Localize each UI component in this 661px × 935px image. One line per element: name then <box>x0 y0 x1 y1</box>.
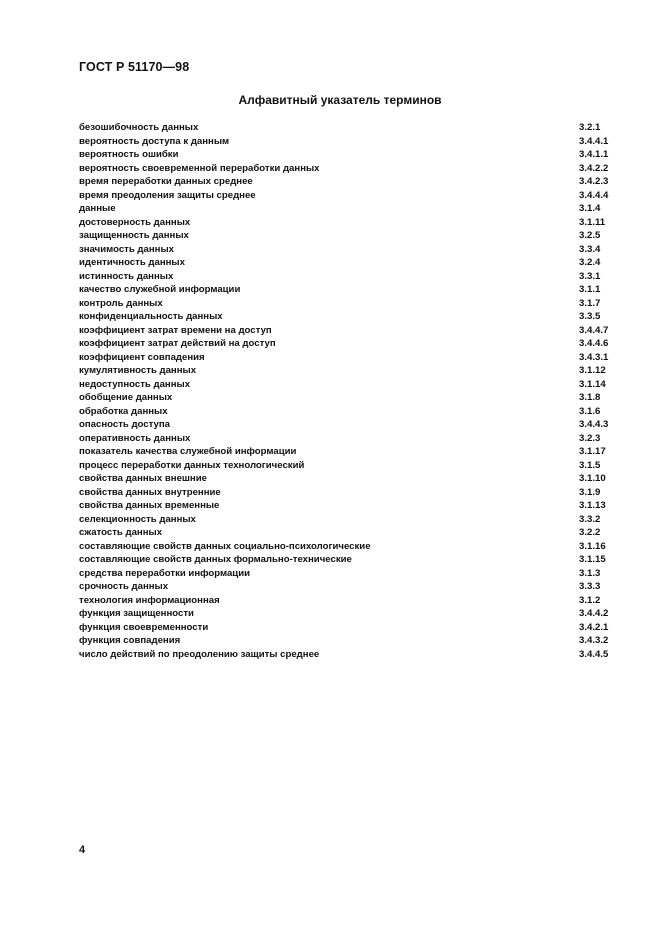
index-entry-reference: 3.2.3 <box>579 432 601 444</box>
index-entry <box>79 270 614 284</box>
index-entry <box>79 553 614 567</box>
index-entry <box>79 135 614 149</box>
index-entry-term: показатель качества служебной информации <box>79 446 297 457</box>
index-entry-reference: 3.2.5 <box>579 230 601 241</box>
index-entry <box>79 459 614 473</box>
index-entry-term: безошибочность данных <box>79 122 199 133</box>
index-entry-term: обработка данных <box>79 405 168 417</box>
index-entry <box>79 567 614 581</box>
index-title: Алфавитный указатель терминов <box>238 93 442 107</box>
index-entry-term: опасность доступа <box>79 419 171 430</box>
index-entry-reference: 3.2.4 <box>579 257 601 268</box>
index-entry-term: коэффициент затрат времени на доступ <box>79 324 272 336</box>
index-entry-reference: 3.1.11 <box>579 216 606 228</box>
index-entry-reference: 3.1.1 <box>579 284 601 295</box>
index-entry <box>79 324 614 338</box>
index-entry <box>79 432 614 446</box>
index-entry <box>79 216 614 230</box>
index-entry-reference: 3.1.7 <box>579 297 601 309</box>
term-index-list <box>79 121 614 661</box>
index-entry-term: обобщение данных <box>79 392 173 403</box>
index-entry-term: достоверность данных <box>79 216 191 228</box>
index-entry <box>79 148 614 162</box>
index-entry-term: функция своевременности <box>79 621 209 633</box>
index-entry <box>79 175 614 189</box>
index-entry-reference: 3.4.2.1 <box>579 621 609 633</box>
index-entry <box>79 351 614 365</box>
index-entry <box>79 378 614 392</box>
index-entry-reference: 3.1.17 <box>579 446 606 457</box>
document-code-header: ГОСТ Р 51170—98 <box>79 60 190 74</box>
index-entry-term: процесс переработки данных технологический <box>79 459 305 471</box>
index-entry-reference: 3.3.1 <box>579 270 601 282</box>
index-entry-reference: 3.4.4.2 <box>579 608 609 619</box>
index-entry-term: защищенность данных <box>79 230 189 241</box>
index-entry <box>79 337 614 351</box>
index-entry-reference: 3.4.2.2 <box>579 162 609 174</box>
index-entry-reference: 3.3.3 <box>579 581 601 592</box>
index-entry-reference: 3.4.4.6 <box>579 338 609 349</box>
index-entry-reference: 3.4.3.2 <box>579 635 609 646</box>
index-entry-reference: 3.4.3.1 <box>579 351 609 363</box>
index-entry-reference: 3.1.15 <box>579 554 606 565</box>
index-entry-term: число действий по преодолению защиты среднее <box>79 648 320 660</box>
index-entry-reference: 3.4.4.7 <box>579 324 609 336</box>
index-entry-reference: 3.2.2 <box>579 527 601 538</box>
index-entry-reference: 3.1.16 <box>579 540 606 552</box>
index-entry-reference: 3.1.4 <box>579 203 601 214</box>
index-entry-reference: 3.1.5 <box>579 459 601 471</box>
index-entry-reference: 3.1.6 <box>579 405 601 417</box>
index-entry-term: свойства данных временные <box>79 500 220 511</box>
index-entry <box>79 499 614 513</box>
index-entry-term: свойства данных внешние <box>79 473 207 484</box>
index-entry-term: качество служебной информации <box>79 284 241 295</box>
index-entry-term: данные <box>79 203 116 214</box>
index-entry <box>79 486 614 500</box>
index-entry <box>79 310 614 324</box>
index-entry-reference: 3.1.10 <box>579 473 606 484</box>
index-entry-term: составляющие свойств данных формально-технические <box>79 554 352 565</box>
index-entry <box>79 162 614 176</box>
index-entry-reference: 3.4.4.4 <box>579 189 609 201</box>
index-entry <box>79 202 614 216</box>
index-entry <box>79 229 614 243</box>
index-entry <box>79 513 614 527</box>
index-entry <box>79 283 614 297</box>
index-entry-reference: 3.1.14 <box>579 378 606 390</box>
index-entry-term: истинность данных <box>79 270 174 282</box>
index-entry <box>79 526 614 540</box>
index-entry <box>79 405 614 419</box>
index-entry-reference: 3.4.4.3 <box>579 419 609 430</box>
index-entry <box>79 297 614 311</box>
index-entry-term: срочность данных <box>79 581 169 592</box>
index-entry <box>79 540 614 554</box>
index-entry-term: сжатость данных <box>79 527 163 538</box>
index-entry-term: время преодоления защиты среднее <box>79 189 256 201</box>
index-entry-term: составляющие свойств данных социально-психологические <box>79 540 371 552</box>
index-entry-reference: 3.4.1.1 <box>579 149 609 160</box>
index-entry <box>79 364 614 378</box>
index-entry-term: недоступность данных <box>79 378 191 390</box>
index-entry-reference: 3.3.2 <box>579 513 601 525</box>
index-entry-reference: 3.1.8 <box>579 392 601 403</box>
index-entry <box>79 121 614 135</box>
index-entry-term: кумулятивность данных <box>79 365 197 376</box>
index-entry-term: контроль данных <box>79 297 163 309</box>
index-entry <box>79 243 614 257</box>
index-entry <box>79 472 614 486</box>
index-entry-reference: 3.1.2 <box>579 594 601 606</box>
index-entry-reference: 3.4.4.1 <box>579 135 609 147</box>
index-entry <box>79 189 614 203</box>
index-entry-term: время переработки данных среднее <box>79 176 253 187</box>
index-entry-reference: 3.1.12 <box>579 365 606 376</box>
index-entry <box>79 580 614 594</box>
index-entry-term: конфиденциальность данных <box>79 311 223 322</box>
index-entry-reference: 3.3.5 <box>579 311 601 322</box>
index-entry <box>79 621 614 635</box>
index-entry-reference: 3.1.9 <box>579 486 601 498</box>
index-entry-term: вероятность своевременной переработки данных <box>79 162 320 174</box>
index-entry <box>79 445 614 459</box>
index-entry-term: средства переработки информации <box>79 567 250 579</box>
index-entry-term: коэффициент затрат действий на доступ <box>79 338 276 349</box>
index-entry <box>79 648 614 662</box>
index-entry-reference: 3.3.4 <box>579 243 601 255</box>
index-entry-reference: 3.1.13 <box>579 500 606 511</box>
index-entry-term: оперативность данных <box>79 432 191 444</box>
index-entry-term: вероятность доступа к данным <box>79 135 230 147</box>
index-entry <box>79 256 614 270</box>
index-entry-reference: 3.4.4.5 <box>579 648 609 660</box>
index-entry-term: функция совпадения <box>79 635 181 646</box>
index-entry-term: идентичность данных <box>79 257 185 268</box>
index-entry-term: значимость данных <box>79 243 174 255</box>
index-entry-reference: 3.1.3 <box>579 567 601 579</box>
index-entry-reference: 3.4.2.3 <box>579 176 609 187</box>
index-entry <box>79 594 614 608</box>
index-entry <box>79 391 614 405</box>
index-entry-term: функция защищенности <box>79 608 194 619</box>
index-entry-term: вероятность ошибки <box>79 149 179 160</box>
index-entry-term: технология информационная <box>79 594 220 606</box>
index-entry <box>79 634 614 648</box>
index-entry <box>79 418 614 432</box>
index-entry-term: коэффициент совпадения <box>79 351 205 363</box>
index-entry-reference: 3.2.1 <box>579 122 601 133</box>
index-entry <box>79 607 614 621</box>
index-entry-term: свойства данных внутренние <box>79 486 221 498</box>
index-entry-term: селекционность данных <box>79 513 196 525</box>
page-number: 4 <box>79 844 86 856</box>
